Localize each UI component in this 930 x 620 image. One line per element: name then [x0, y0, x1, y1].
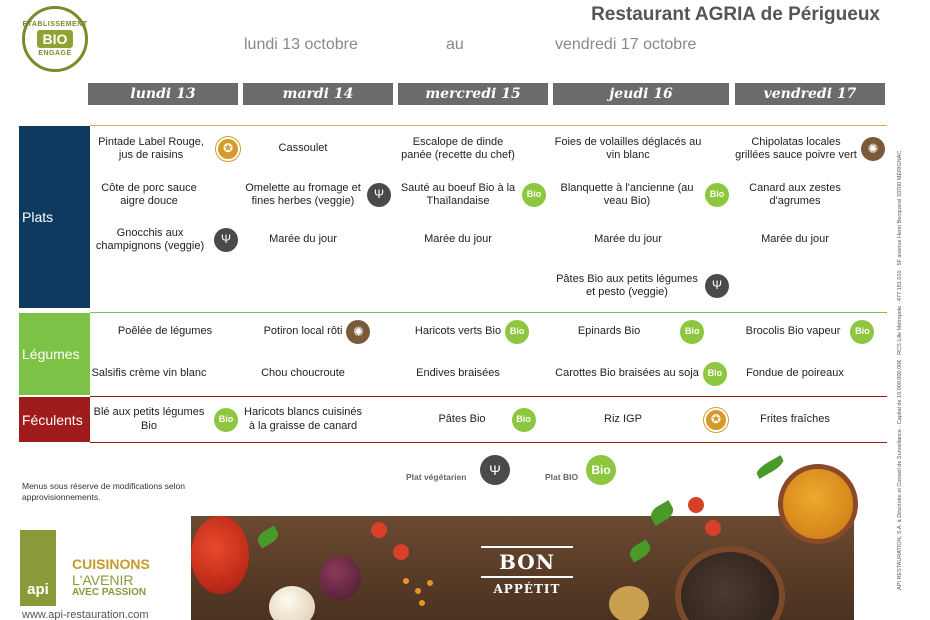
- menu-cell: [735, 174, 855, 216]
- pea-pod-illustration: [755, 455, 786, 479]
- menu-cell: [553, 399, 729, 440]
- menu-cell: [553, 128, 703, 170]
- menu-cell: [243, 128, 363, 170]
- menu-cell: [735, 356, 855, 392]
- cherry-tomato-illustration: [393, 544, 409, 560]
- dish-name: Salsifis crème vin blanc: [91, 367, 207, 380]
- website-link[interactable]: www.api-restauration.com: [22, 609, 149, 620]
- dish-name: Carottes Bio braisées au soja: [555, 367, 699, 380]
- date-from: lundi 13 octobre: [244, 36, 358, 53]
- seed-illustration: [427, 580, 433, 586]
- dish-name: Riz IGP: [604, 412, 642, 425]
- day-header-wednesday: mercredi 15: [398, 83, 548, 105]
- menu-cell: [398, 318, 546, 346]
- menu-cell: [735, 318, 885, 346]
- plats-top-line: [90, 125, 887, 126]
- bio-icon: Bio: [522, 183, 546, 207]
- bio-icon: Bio: [505, 320, 529, 344]
- dish-name: Canard aux zestes d'agrumes: [749, 181, 841, 207]
- peppercorn-bowl-illustration: [675, 546, 785, 620]
- menu-cell: [243, 174, 391, 216]
- feculents-top-line: [90, 396, 887, 397]
- menu-cell: [398, 174, 546, 216]
- dish-name: Epinards Bio: [577, 325, 641, 338]
- menu-cell: [553, 220, 703, 260]
- menu-cell: [90, 174, 208, 216]
- feculents-bottom-line: [90, 442, 887, 443]
- dish-name: Poêlée de légumes: [117, 325, 213, 338]
- bio-icon: Bio: [703, 362, 727, 386]
- dish-name: Marée du jour: [269, 233, 337, 246]
- dish-name: Endives braisées: [416, 367, 500, 380]
- badge-top-text: ETABLISSEMENT: [22, 21, 88, 28]
- dish-name: Marée du jour: [424, 233, 492, 246]
- menu-cell: [735, 128, 885, 170]
- bio-establishment-badge: [22, 6, 88, 72]
- menu-cell: [398, 356, 518, 392]
- day-header-friday: vendredi 17: [735, 83, 885, 105]
- legend-vegetarian-label: Plat végétarien: [406, 472, 467, 482]
- cherry-tomato-illustration: [688, 497, 704, 513]
- bio-icon: Bio: [586, 455, 616, 485]
- dish-name: Fondue de poireaux: [746, 367, 844, 380]
- legal-side-text: API RESTAURATION, S.A. à Directoire et Conseil de Surveillance · Capital de 10.000.000,00€ · RCS Lille Métropole · 477 181 010 · 5F avenue Henri Becquerel 33700 MÉRIGNAC: [897, 150, 903, 590]
- bon-appetit-sign: [481, 546, 573, 606]
- appetit-text: APPÉTIT: [493, 582, 561, 596]
- bio-icon: Bio: [214, 408, 238, 432]
- dish-name: Haricots verts Bio: [414, 325, 502, 338]
- menu-cell: [243, 356, 363, 392]
- menu-cell: [90, 128, 240, 170]
- vegetarian-icon: Ψ: [705, 274, 729, 298]
- menu-cell: [243, 399, 363, 440]
- cherry-tomato-illustration: [705, 520, 721, 536]
- dish-name: Marée du jour: [761, 233, 829, 246]
- menu-cell: [553, 318, 729, 346]
- dish-name: Sauté au boeuf Bio à la Thaïlandaise: [400, 181, 516, 207]
- label-rouge-icon: ✪: [704, 408, 728, 432]
- row-label-plats: Plats: [19, 126, 90, 308]
- badge-bio-text: BIO: [37, 30, 74, 48]
- dish-name: Cassoulet: [278, 142, 328, 155]
- menu-cell: [735, 220, 855, 260]
- date-to: vendredi 17 octobre: [555, 36, 697, 53]
- menu-cell: [553, 174, 729, 216]
- menu-cell: [398, 128, 518, 170]
- legend-bio-label: Plat BIO: [545, 472, 579, 482]
- dish-name: Pintade Label Rouge, jus de raisins: [98, 135, 204, 161]
- day-header-monday: lundi 13: [88, 83, 238, 105]
- dish-name: Escalope de dinde panée (recette du chef): [401, 135, 515, 161]
- legumes-top-line: [90, 312, 887, 313]
- dish-name: Chou choucroute: [261, 367, 345, 380]
- onion-illustration: [319, 556, 361, 600]
- menu-disclaimer: Menus sous réserve de modifications selon approvisionnements.: [22, 481, 185, 502]
- dish-name: Côte de porc sauce aigre douce: [101, 181, 197, 207]
- menu-cell: [398, 220, 518, 260]
- vegetarian-icon: Ψ: [480, 455, 510, 485]
- dish-name: Brocolis Bio vapeur: [745, 325, 841, 338]
- vegetarian-icon: Ψ: [367, 183, 391, 207]
- dish-name: Haricots blancs cuisinés à la graisse de canard: [244, 406, 362, 432]
- menu-cell: [90, 220, 238, 260]
- local-product-icon: ✺: [346, 320, 370, 344]
- menu-cell: [88, 399, 238, 440]
- bio-icon: Bio: [680, 320, 704, 344]
- food-photo-banner: [191, 516, 854, 620]
- tomato-illustration: [191, 516, 249, 594]
- bio-icon: Bio: [850, 320, 874, 344]
- dish-name: Blanquette à l'ancienne (au veau Bio): [560, 181, 694, 207]
- local-product-icon: ✺: [861, 137, 885, 161]
- seed-illustration: [415, 588, 421, 594]
- dish-name: Gnocchis aux champignons (veggie): [95, 226, 205, 252]
- date-separator: au: [446, 36, 464, 53]
- herb-leaf-illustration: [255, 525, 281, 548]
- menu-cell: [243, 318, 391, 346]
- bio-icon: Bio: [512, 408, 536, 432]
- seed-illustration: [403, 578, 409, 584]
- badge-bottom-text: ENGAGÉ: [38, 50, 72, 57]
- dish-name: Frites fraîches: [760, 412, 830, 425]
- potato-illustration: [609, 586, 649, 620]
- menu-cell: [90, 318, 240, 346]
- garlic-illustration: [269, 586, 315, 620]
- label-rouge-icon: ✪: [216, 137, 240, 161]
- slogan-line-1: CUISINONS: [72, 556, 150, 572]
- dish-name: Pâtes Bio: [438, 412, 486, 425]
- seed-illustration: [419, 600, 425, 606]
- menu-cell: [553, 266, 729, 306]
- menu-cell: [90, 356, 208, 392]
- herb-leaf-illustration: [627, 539, 653, 562]
- api-logo: api: [20, 530, 56, 606]
- menu-cell: [398, 399, 546, 440]
- cherry-tomato-illustration: [371, 522, 387, 538]
- dish-name: Foies de volailles déglacés au vin blanc: [554, 135, 702, 161]
- day-header-thursday: jeudi 16: [553, 83, 729, 105]
- dish-name: Chipolatas locales grillées sauce poivre vert: [735, 135, 857, 161]
- row-label-legumes: Légumes: [19, 313, 90, 395]
- vegetarian-icon: Ψ: [214, 228, 238, 252]
- menu-cell: [735, 399, 855, 440]
- bio-icon: Bio: [705, 183, 729, 207]
- dish-name: Pâtes Bio aux petits légumes et pesto (veggie): [556, 272, 698, 298]
- menu-cell: [553, 356, 729, 392]
- dish-name: Omelette au fromage et fines herbes (veggie): [245, 181, 361, 207]
- dish-name: Marée du jour: [594, 233, 662, 246]
- menu-cell: [243, 220, 363, 260]
- bon-text: BON: [481, 546, 573, 578]
- restaurant-title: Restaurant AGRIA de Périgueux: [591, 4, 880, 25]
- curry-bowl-illustration: [778, 464, 858, 544]
- row-label-feculents: Féculents: [19, 397, 90, 442]
- slogan-line-2: L'AVENIR: [72, 572, 134, 588]
- dish-name: Potiron local rôti: [263, 325, 343, 338]
- day-header-tuesday: mardi 14: [243, 83, 393, 105]
- dish-name: Blé aux petits légumes Bio: [93, 406, 205, 432]
- slogan-line-3: AVEC PASSION: [72, 587, 147, 598]
